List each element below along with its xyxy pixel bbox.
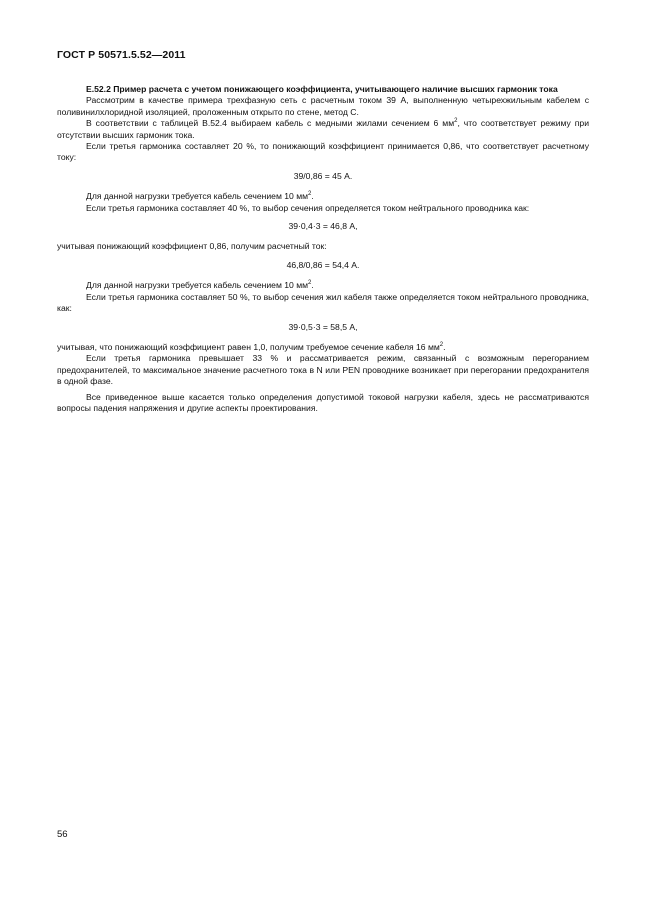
paragraph-third-harmonic-20: Если третья гармоника составляет 20 %, то понижающий коэффициент принимается 0,86, что соответствует расчетному току:	[57, 141, 589, 163]
paragraph-text: учитывая, что понижающий коэффициент равен 1,0, получим требуемое сечение кабеля 16 мм	[57, 341, 440, 352]
paragraph-text: Для данной нагрузки требуется кабель сечением 10 мм	[86, 191, 309, 202]
section-title: Е.52.2 Пример расчета с учетом понижающего коэффициента, учитывающего наличие высших гармоник тока	[86, 84, 558, 94]
paragraph-text: .	[311, 191, 314, 202]
paragraph-text: Для данной нагрузки требуется кабель сечением 10 мм	[86, 280, 309, 291]
paragraph-required-cable-3	[57, 342, 589, 353]
standard-header: ГОСТ Р 50571.5.52—2011	[57, 49, 186, 61]
paragraph-reduction-factor: учитывая понижающий коэффициент 0,86, получим расчетный ток:	[57, 241, 327, 252]
paragraph-third-harmonic-50: Если третья гармоника составляет 50 %, то выбор сечения жил кабеля также определяется током нейтрального проводника, как:	[57, 291, 589, 314]
paragraph-text: .	[443, 341, 446, 352]
superscript-2: 2	[308, 280, 312, 287]
page-number: 56	[57, 829, 68, 840]
paragraph-example-intro: Рассмотрим в качестве примера трехфазную сеть с расчетным током 39 А, выполненную четырехжильным кабелем с поливинилхлоридной изоляцией, проложенным открыто по стене, метод С.	[57, 95, 589, 117]
superscript-2: 2	[454, 118, 458, 125]
formula-2: 39·0,4·3 = 46,8 А,	[288, 221, 358, 232]
paragraph-text: .	[311, 280, 314, 291]
superscript-2: 2	[439, 341, 444, 348]
paragraph-required-cable-2	[57, 280, 589, 291]
paragraph-table-selection	[57, 118, 589, 141]
paragraph-text: В соответствии с таблицей В.52.4 выбираем кабель с медными жилами сечением 6 мм	[86, 118, 455, 129]
formula-3: 46,8/0,86 = 54,4 А.	[286, 259, 360, 270]
paragraph-third-harmonic-40: Если третья гармоника составляет 40 %, то выбор сечения определяется током нейтрального проводника как:	[86, 202, 530, 213]
document-body	[57, 84, 589, 414]
paragraph-text: , что соответствует режиму при отсутствии высших гармоник тока.	[57, 118, 590, 140]
paragraph-required-cable-1	[57, 191, 589, 202]
paragraph-fuse-blowing: Если третья гармоника превышает 33 % и рассматривается режим, связанный с возможным перегоранием предохранителей, то максимальное значение расчетного тока в N или PEN проводнике возникает при перегорании предохранителя в одной фазе.	[57, 353, 589, 387]
formula-1: 39/0,86 = 45 А.	[293, 170, 353, 181]
paragraph-final-note: Все приведенное выше касается только определения допустимой токовой нагрузки кабеля, здесь не рассматриваются вопросы падения напряжения и другие аспекты проектирования.	[57, 391, 589, 413]
formula-4: 39·0,5·3 = 58,5 А,	[288, 321, 358, 332]
superscript-2: 2	[308, 191, 312, 198]
